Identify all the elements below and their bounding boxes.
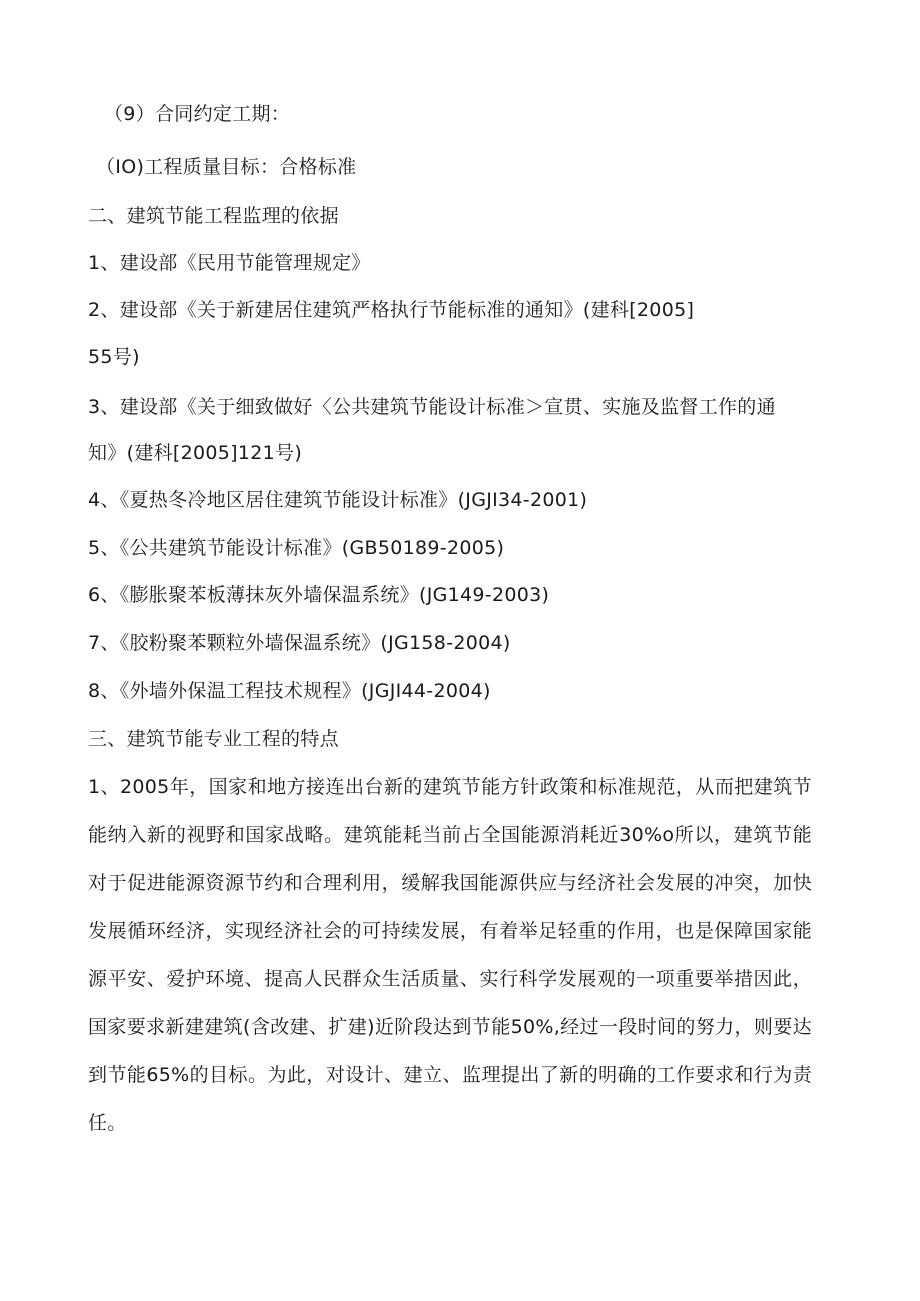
list-item-2-continuation: 55号) <box>88 346 140 368</box>
list-item-2: 2、建设部《关于新建居住建筑严格执行节能标准的通知》(建科[2005] <box>88 299 695 321</box>
list-item-3: 3、建设部《关于细致做好〈公共建筑节能设计标准＞宣贯、实施及监督工作的通 <box>88 396 776 418</box>
contract-duration-line: （9）合同约定工期： <box>104 103 291 125</box>
list-item-3-continuation: 知》(建科[2005]121号) <box>88 442 303 464</box>
quality-target-line: （IO)工程质量目标：合格标准 <box>96 156 357 178</box>
list-item-4: 4、《夏热冬冷地区居住建筑节能设计标准》(JGJI34-2001) <box>88 489 588 511</box>
section-heading-basis: 二、建筑节能工程监理的依据 <box>88 205 339 227</box>
list-item-7: 7、《胶粉聚苯颗粒外墙保温系统》(JG158-2004) <box>88 632 511 654</box>
list-item-1: 1、建设部《民用节能管理规定》 <box>88 252 371 274</box>
section-heading-characteristics: 三、建筑节能专业工程的特点 <box>88 728 339 750</box>
list-item-5: 5、《公共建筑节能设计标准》(GB50189-2005) <box>88 537 505 559</box>
list-item-8: 8、《外墙外保温工程技术规程》(JGJI44-2004) <box>88 680 491 702</box>
characteristics-paragraph: 1、2005年，国家和地方接连出台新的建筑节能方针政策和标准规范，从而把建筑节能纳入新的视野和国家战略。建筑能耗当前占全国能源消耗近30%o所以，建筑节能对于促进能源资源节约和合理利用，缓解我国能源供应与经济社会发展的冲突，加快发展循环经济，实现经济社会的可持续发展，有着举足轻重的作用，也是保障国家能源平安、爱护环境、提高人民群众生活质量、实行科学发展观的一项重要举措因此，国家要求新建建筑(含改建、扩建)近阶段达到节能50%,经过一段时间的努力，则要达到节能65%的目标。为此，对设计、建立、监理提出了新的明确的工作要求和行为责任。 <box>88 776 812 1134</box>
list-item-6: 6、《膨胀聚苯板薄抹灰外墙保温系统》(JG149-2003) <box>88 584 550 606</box>
